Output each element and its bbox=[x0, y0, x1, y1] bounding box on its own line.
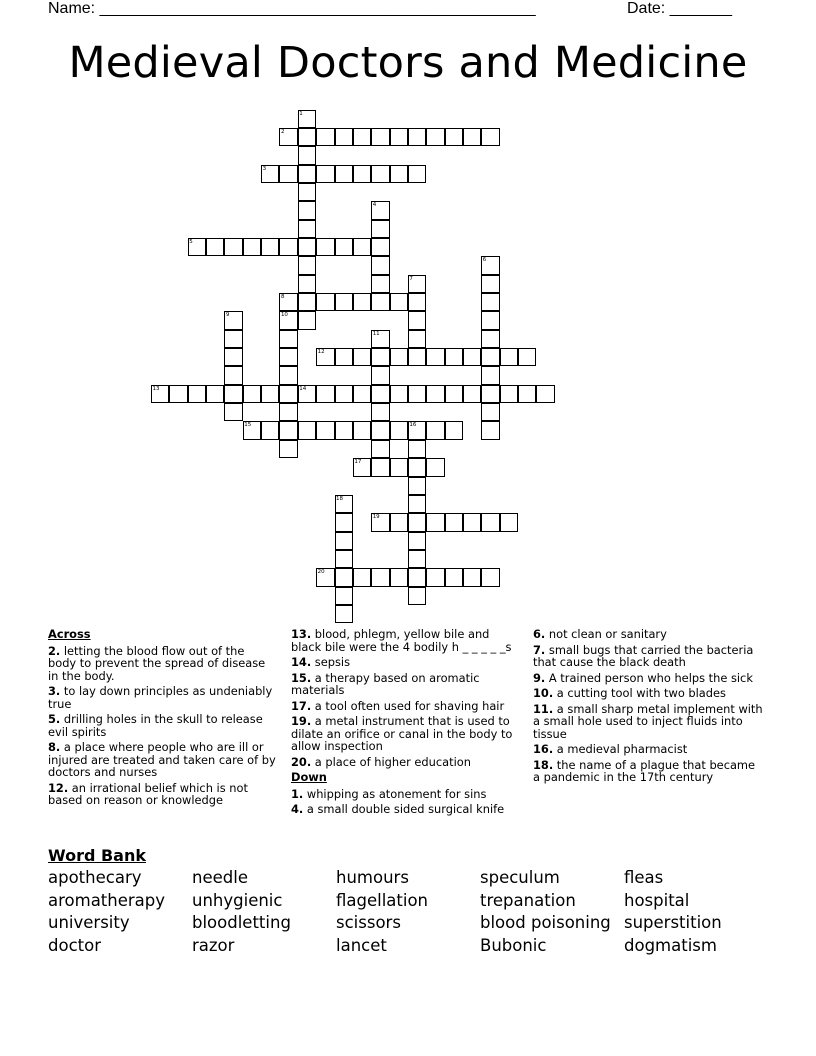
clue-number: 10. bbox=[533, 686, 554, 700]
grid-cell[interactable] bbox=[518, 348, 536, 366]
grid-cell[interactable] bbox=[408, 311, 426, 329]
grid-cell[interactable] bbox=[463, 348, 481, 366]
grid-cell[interactable] bbox=[371, 421, 389, 439]
clue-text: the name of a plague that became a pandemic in the 17th century bbox=[533, 757, 756, 784]
grid-cell[interactable] bbox=[500, 513, 518, 531]
grid-cell[interactable] bbox=[390, 421, 408, 439]
grid-cell[interactable] bbox=[426, 568, 444, 586]
grid-cell[interactable] bbox=[298, 128, 316, 146]
grid-cell[interactable] bbox=[463, 128, 481, 146]
grid-cell[interactable] bbox=[335, 587, 353, 605]
grid-cell[interactable] bbox=[335, 385, 353, 403]
word-bank-word: aromatherapy bbox=[48, 890, 166, 910]
clue bbox=[291, 715, 523, 753]
grid-cell[interactable] bbox=[335, 293, 353, 311]
word-bank-column bbox=[480, 867, 624, 958]
grid-cell[interactable] bbox=[371, 128, 389, 146]
clue-text: letting the blood flow out of the body to prevent the spread of disease in the body. bbox=[48, 643, 266, 683]
grid-cell[interactable] bbox=[445, 568, 463, 586]
clue bbox=[291, 803, 523, 816]
grid-cell[interactable] bbox=[298, 421, 316, 439]
cell-number: 8 bbox=[280, 294, 285, 300]
grid-cell[interactable] bbox=[536, 385, 554, 403]
word-bank-word: Bubonic bbox=[480, 936, 547, 956]
date-line: _______ bbox=[669, 0, 732, 17]
clue bbox=[533, 687, 765, 700]
grid-cell[interactable] bbox=[298, 201, 316, 219]
grid-cell[interactable] bbox=[335, 605, 353, 623]
word-bank-word: scissors bbox=[336, 913, 401, 933]
clues-column-3 bbox=[533, 628, 765, 787]
cell-number: 1 bbox=[299, 110, 303, 117]
grid-cell[interactable] bbox=[261, 385, 279, 403]
grid-cell[interactable] bbox=[298, 220, 316, 238]
clue-text: a medieval pharmacist bbox=[553, 742, 688, 756]
word-bank-word: blood poisoning bbox=[480, 913, 611, 933]
clue-number: 1. bbox=[291, 786, 304, 801]
clue-number: 5. bbox=[48, 712, 61, 726]
grid-cell[interactable] bbox=[426, 348, 444, 366]
grid-cell[interactable] bbox=[445, 385, 463, 403]
grid-cell[interactable] bbox=[408, 330, 426, 348]
word-bank-word: bloodletting bbox=[192, 913, 291, 933]
word-bank-word: lancet bbox=[336, 936, 387, 956]
clue-text: a place where people who are ill or injured are treated and taken care of by doctors and nurses bbox=[48, 740, 276, 779]
clue bbox=[291, 700, 523, 713]
grid-cell[interactable] bbox=[279, 330, 297, 348]
word-bank-column bbox=[48, 867, 192, 958]
grid-cell[interactable] bbox=[279, 385, 297, 403]
clue bbox=[48, 685, 276, 710]
clue-number: 16. bbox=[533, 742, 554, 756]
grid-cell[interactable] bbox=[408, 513, 426, 531]
grid-cell[interactable] bbox=[224, 385, 242, 403]
grid-cell[interactable] bbox=[408, 477, 426, 495]
clue-number: 3. bbox=[48, 684, 61, 698]
grid-cell[interactable] bbox=[224, 238, 242, 256]
grid-cell[interactable] bbox=[390, 165, 408, 183]
grid-cell[interactable] bbox=[353, 421, 371, 439]
clue-number: 8. bbox=[48, 740, 61, 754]
grid-cell[interactable] bbox=[408, 348, 426, 366]
clue-number: 4. bbox=[291, 802, 304, 816]
grid-cell[interactable] bbox=[371, 220, 389, 238]
grid-cell[interactable] bbox=[390, 385, 408, 403]
clue bbox=[291, 788, 523, 801]
grid-cell[interactable] bbox=[353, 238, 371, 256]
cell-number: 13 bbox=[152, 385, 160, 392]
grid-cell[interactable] bbox=[261, 421, 279, 439]
clue-number: 2. bbox=[48, 643, 61, 658]
cell-number: 15 bbox=[244, 422, 252, 429]
word-bank-word: humours bbox=[336, 868, 409, 887]
grid-cell[interactable] bbox=[298, 238, 316, 256]
clue-text: small bugs that carried the bacteria that cause the black death bbox=[533, 642, 754, 669]
grid-cell[interactable] bbox=[206, 238, 224, 256]
clue-number: 20. bbox=[291, 754, 312, 769]
clue-text: sepsis bbox=[311, 655, 351, 669]
grid-cell[interactable] bbox=[335, 513, 353, 531]
grid-cell[interactable] bbox=[408, 458, 426, 476]
page-title: Medieval Doctors and Medicine bbox=[68, 38, 748, 88]
grid-cell[interactable] bbox=[316, 165, 334, 183]
grid-cell[interactable] bbox=[481, 403, 499, 421]
cell-number: 4 bbox=[372, 202, 377, 209]
grid-cell[interactable] bbox=[408, 165, 426, 183]
grid-cell[interactable] bbox=[481, 348, 499, 366]
grid-cell[interactable] bbox=[481, 311, 499, 329]
clue-text: an irrational belief which is not based on reason or knowledge bbox=[48, 780, 248, 807]
down-heading: Down bbox=[291, 770, 327, 784]
word-bank-column bbox=[192, 867, 336, 958]
grid-cell[interactable] bbox=[426, 128, 444, 146]
grid-cell[interactable] bbox=[371, 385, 389, 403]
grid-cell[interactable] bbox=[408, 128, 426, 146]
grid-cell[interactable] bbox=[371, 293, 389, 311]
grid-cell[interactable] bbox=[371, 348, 389, 366]
grid-cell[interactable] bbox=[298, 293, 316, 311]
word-bank-word: apothecary bbox=[48, 868, 142, 887]
word-bank-word: dogmatism bbox=[624, 936, 717, 956]
grid-cell[interactable] bbox=[371, 256, 389, 274]
cell-number: 3 bbox=[262, 165, 267, 172]
grid-cell[interactable] bbox=[335, 128, 353, 146]
cell-number: 14 bbox=[299, 385, 307, 392]
word-bank-word: trepanation bbox=[480, 890, 576, 910]
grid-cell[interactable] bbox=[445, 128, 463, 146]
clue-number: 18. bbox=[533, 757, 554, 772]
grid-cell[interactable] bbox=[224, 348, 242, 366]
clues-column-2 bbox=[291, 628, 523, 819]
name-line: _________________________________________________ bbox=[99, 0, 536, 17]
grid-cell[interactable] bbox=[426, 421, 444, 439]
clue bbox=[291, 628, 523, 653]
grid-cell[interactable] bbox=[335, 348, 353, 366]
clue-text: a metal instrument that is used to dilate an orifice or canal in the body to allow inspection bbox=[291, 714, 513, 753]
grid-cell[interactable] bbox=[188, 385, 206, 403]
grid-cell[interactable] bbox=[316, 128, 334, 146]
grid-cell[interactable] bbox=[279, 238, 297, 256]
grid-cell[interactable] bbox=[224, 330, 242, 348]
grid-cell[interactable] bbox=[353, 128, 371, 146]
clue-number: 13. bbox=[291, 627, 312, 641]
word-bank-title: Word Bank bbox=[48, 846, 147, 865]
grid-cell[interactable] bbox=[390, 348, 408, 366]
grid-cell[interactable] bbox=[408, 495, 426, 513]
grid-cell[interactable] bbox=[335, 165, 353, 183]
grid-cell[interactable] bbox=[353, 293, 371, 311]
cell-number: 16 bbox=[409, 422, 417, 429]
grid-cell[interactable] bbox=[335, 568, 353, 586]
grid-cell[interactable] bbox=[224, 403, 242, 421]
grid-cell[interactable] bbox=[371, 275, 389, 293]
word-bank-word: university bbox=[48, 913, 130, 933]
cell-number: 10 bbox=[280, 312, 288, 319]
clue bbox=[533, 759, 765, 784]
grid-cell[interactable] bbox=[426, 513, 444, 531]
word-bank-word: fleas bbox=[624, 868, 664, 887]
grid-cell[interactable] bbox=[279, 421, 297, 439]
grid-cell[interactable] bbox=[316, 238, 334, 256]
word-bank-column bbox=[624, 867, 768, 958]
clue-text: whipping as atonement for sins bbox=[303, 786, 487, 801]
clue-number: 11. bbox=[533, 701, 554, 716]
grid-cell[interactable] bbox=[481, 568, 499, 586]
grid-cell[interactable] bbox=[445, 513, 463, 531]
grid-cell[interactable] bbox=[298, 275, 316, 293]
grid-cell[interactable] bbox=[481, 330, 499, 348]
grid-cell[interactable] bbox=[408, 532, 426, 550]
grid-cell[interactable] bbox=[243, 385, 261, 403]
clue bbox=[533, 672, 765, 685]
grid-cell[interactable] bbox=[500, 385, 518, 403]
grid-cell[interactable] bbox=[371, 440, 389, 458]
grid-cell[interactable] bbox=[481, 293, 499, 311]
grid-cell[interactable] bbox=[316, 385, 334, 403]
grid-cell[interactable] bbox=[390, 568, 408, 586]
grid-cell[interactable] bbox=[298, 311, 316, 329]
word-bank-word: superstition bbox=[624, 913, 722, 933]
clue bbox=[291, 656, 523, 669]
clue-number: 7. bbox=[533, 642, 546, 657]
cell-number: 5 bbox=[189, 238, 193, 245]
grid-cell[interactable] bbox=[261, 238, 279, 256]
clue-text: A trained person who helps the sick bbox=[545, 670, 753, 685]
clue bbox=[291, 756, 523, 769]
grid-cell[interactable] bbox=[408, 293, 426, 311]
grid-cell[interactable] bbox=[335, 550, 353, 568]
clue-text: a tool often used for shaving hair bbox=[311, 698, 505, 713]
clue-text: a small sharp metal implement with a small hole used to inject fluids into tissue bbox=[533, 701, 763, 741]
grid-cell[interactable] bbox=[335, 421, 353, 439]
clue-text: blood, phlegm, yellow bile and black bile were the 4 bodily h _ _ _ _ _s bbox=[291, 627, 512, 654]
grid-cell[interactable] bbox=[518, 385, 536, 403]
grid-cell[interactable] bbox=[463, 385, 481, 403]
cell-number: 6 bbox=[482, 257, 487, 264]
cell-number: 20 bbox=[317, 569, 325, 576]
clue-number: 19. bbox=[291, 714, 312, 728]
clue bbox=[48, 713, 276, 738]
grid-cell[interactable] bbox=[481, 513, 499, 531]
grid-cell[interactable] bbox=[298, 146, 316, 164]
clue bbox=[533, 703, 765, 741]
grid-cell[interactable] bbox=[298, 165, 316, 183]
clue bbox=[533, 743, 765, 756]
clue-number: 6. bbox=[533, 627, 546, 641]
grid-cell[interactable] bbox=[371, 568, 389, 586]
clue bbox=[48, 782, 276, 807]
clue-text: not clean or sanitary bbox=[545, 627, 667, 641]
grid-cell[interactable] bbox=[353, 348, 371, 366]
word-bank-word: speculum bbox=[480, 868, 560, 887]
grid-cell[interactable] bbox=[408, 440, 426, 458]
grid-cell[interactable] bbox=[463, 513, 481, 531]
clue-number: 15. bbox=[291, 670, 312, 685]
clue-number: 14. bbox=[291, 655, 312, 669]
word-bank-word: unhygienic bbox=[192, 890, 283, 910]
cell-number: 11 bbox=[372, 330, 380, 337]
grid-cell[interactable] bbox=[390, 128, 408, 146]
cell-number: 18 bbox=[336, 495, 343, 502]
grid-cell[interactable] bbox=[390, 293, 408, 311]
name-label: Name: bbox=[48, 0, 100, 17]
clue bbox=[48, 645, 276, 683]
grid-cell[interactable] bbox=[463, 568, 481, 586]
grid-cell[interactable] bbox=[169, 385, 187, 403]
grid-cell[interactable] bbox=[408, 385, 426, 403]
grid-cell[interactable] bbox=[371, 458, 389, 476]
grid-cell[interactable] bbox=[390, 513, 408, 531]
cell-number: 9 bbox=[225, 312, 230, 319]
across-heading: Across bbox=[48, 627, 91, 641]
grid-cell[interactable] bbox=[279, 165, 297, 183]
clue bbox=[533, 644, 765, 669]
grid-cell[interactable] bbox=[481, 421, 499, 439]
cell-number: 19 bbox=[372, 514, 380, 521]
clue-number: 17. bbox=[291, 698, 312, 713]
clue bbox=[291, 672, 523, 697]
grid-cell[interactable] bbox=[445, 348, 463, 366]
clue-number: 9. bbox=[533, 670, 546, 685]
clue bbox=[533, 628, 765, 641]
grid-cell[interactable] bbox=[408, 568, 426, 586]
cell-number: 17 bbox=[354, 459, 362, 466]
grid-cell[interactable] bbox=[243, 238, 261, 256]
grid-cell[interactable] bbox=[335, 532, 353, 550]
clue-number: 12. bbox=[48, 780, 69, 795]
word-bank-word: doctor bbox=[48, 936, 101, 956]
cell-number: 7 bbox=[409, 275, 413, 282]
date-label: Date: bbox=[627, 0, 670, 17]
grid-cell[interactable] bbox=[279, 348, 297, 366]
grid-cell[interactable] bbox=[298, 256, 316, 274]
grid-cell[interactable] bbox=[500, 348, 518, 366]
grid-cell[interactable] bbox=[408, 587, 426, 605]
grid-cell[interactable] bbox=[316, 293, 334, 311]
clues-column-1 bbox=[48, 628, 276, 810]
grid-cell[interactable] bbox=[481, 385, 499, 403]
clue-text: a cutting tool with two blades bbox=[553, 686, 726, 700]
grid-cell[interactable] bbox=[316, 421, 334, 439]
grid-cell[interactable] bbox=[353, 385, 371, 403]
grid-cell[interactable] bbox=[481, 275, 499, 293]
word-bank-word: flagellation bbox=[336, 890, 429, 910]
grid-cell[interactable] bbox=[426, 458, 444, 476]
word-bank-word: razor bbox=[192, 936, 235, 956]
word-bank-word: hospital bbox=[624, 890, 690, 910]
grid-cell[interactable] bbox=[481, 366, 499, 384]
grid-cell[interactable] bbox=[224, 366, 242, 384]
clue-text: a therapy based on aromatic materials bbox=[291, 670, 480, 697]
clue-text: a small double sided surgical knife bbox=[303, 802, 505, 816]
grid-cell[interactable] bbox=[408, 550, 426, 568]
grid-cell[interactable] bbox=[279, 366, 297, 384]
grid-cell[interactable] bbox=[353, 165, 371, 183]
cell-number: 12 bbox=[317, 349, 325, 356]
cell-number: 2 bbox=[280, 128, 285, 135]
clue-text: a place of higher education bbox=[311, 754, 471, 769]
grid-cell[interactable] bbox=[206, 385, 224, 403]
grid-cell[interactable] bbox=[426, 385, 444, 403]
grid-cell[interactable] bbox=[279, 440, 297, 458]
grid-cell[interactable] bbox=[353, 568, 371, 586]
grid-cell[interactable] bbox=[371, 165, 389, 183]
grid-cell[interactable] bbox=[298, 183, 316, 201]
grid-cell[interactable] bbox=[445, 421, 463, 439]
grid-cell[interactable] bbox=[481, 128, 499, 146]
grid-cell[interactable] bbox=[371, 366, 389, 384]
word-bank-word: needle bbox=[192, 868, 248, 887]
clue-text: to lay down principles as undeniably true bbox=[48, 684, 273, 711]
grid-cell[interactable] bbox=[371, 238, 389, 256]
clue bbox=[48, 741, 276, 779]
grid-cell[interactable] bbox=[371, 403, 389, 421]
word-bank-column bbox=[336, 867, 480, 958]
clue-text: drilling holes in the skull to release evil spirits bbox=[48, 712, 263, 739]
grid-cell[interactable] bbox=[335, 238, 353, 256]
grid-cell[interactable] bbox=[390, 458, 408, 476]
grid-cell[interactable] bbox=[279, 403, 297, 421]
